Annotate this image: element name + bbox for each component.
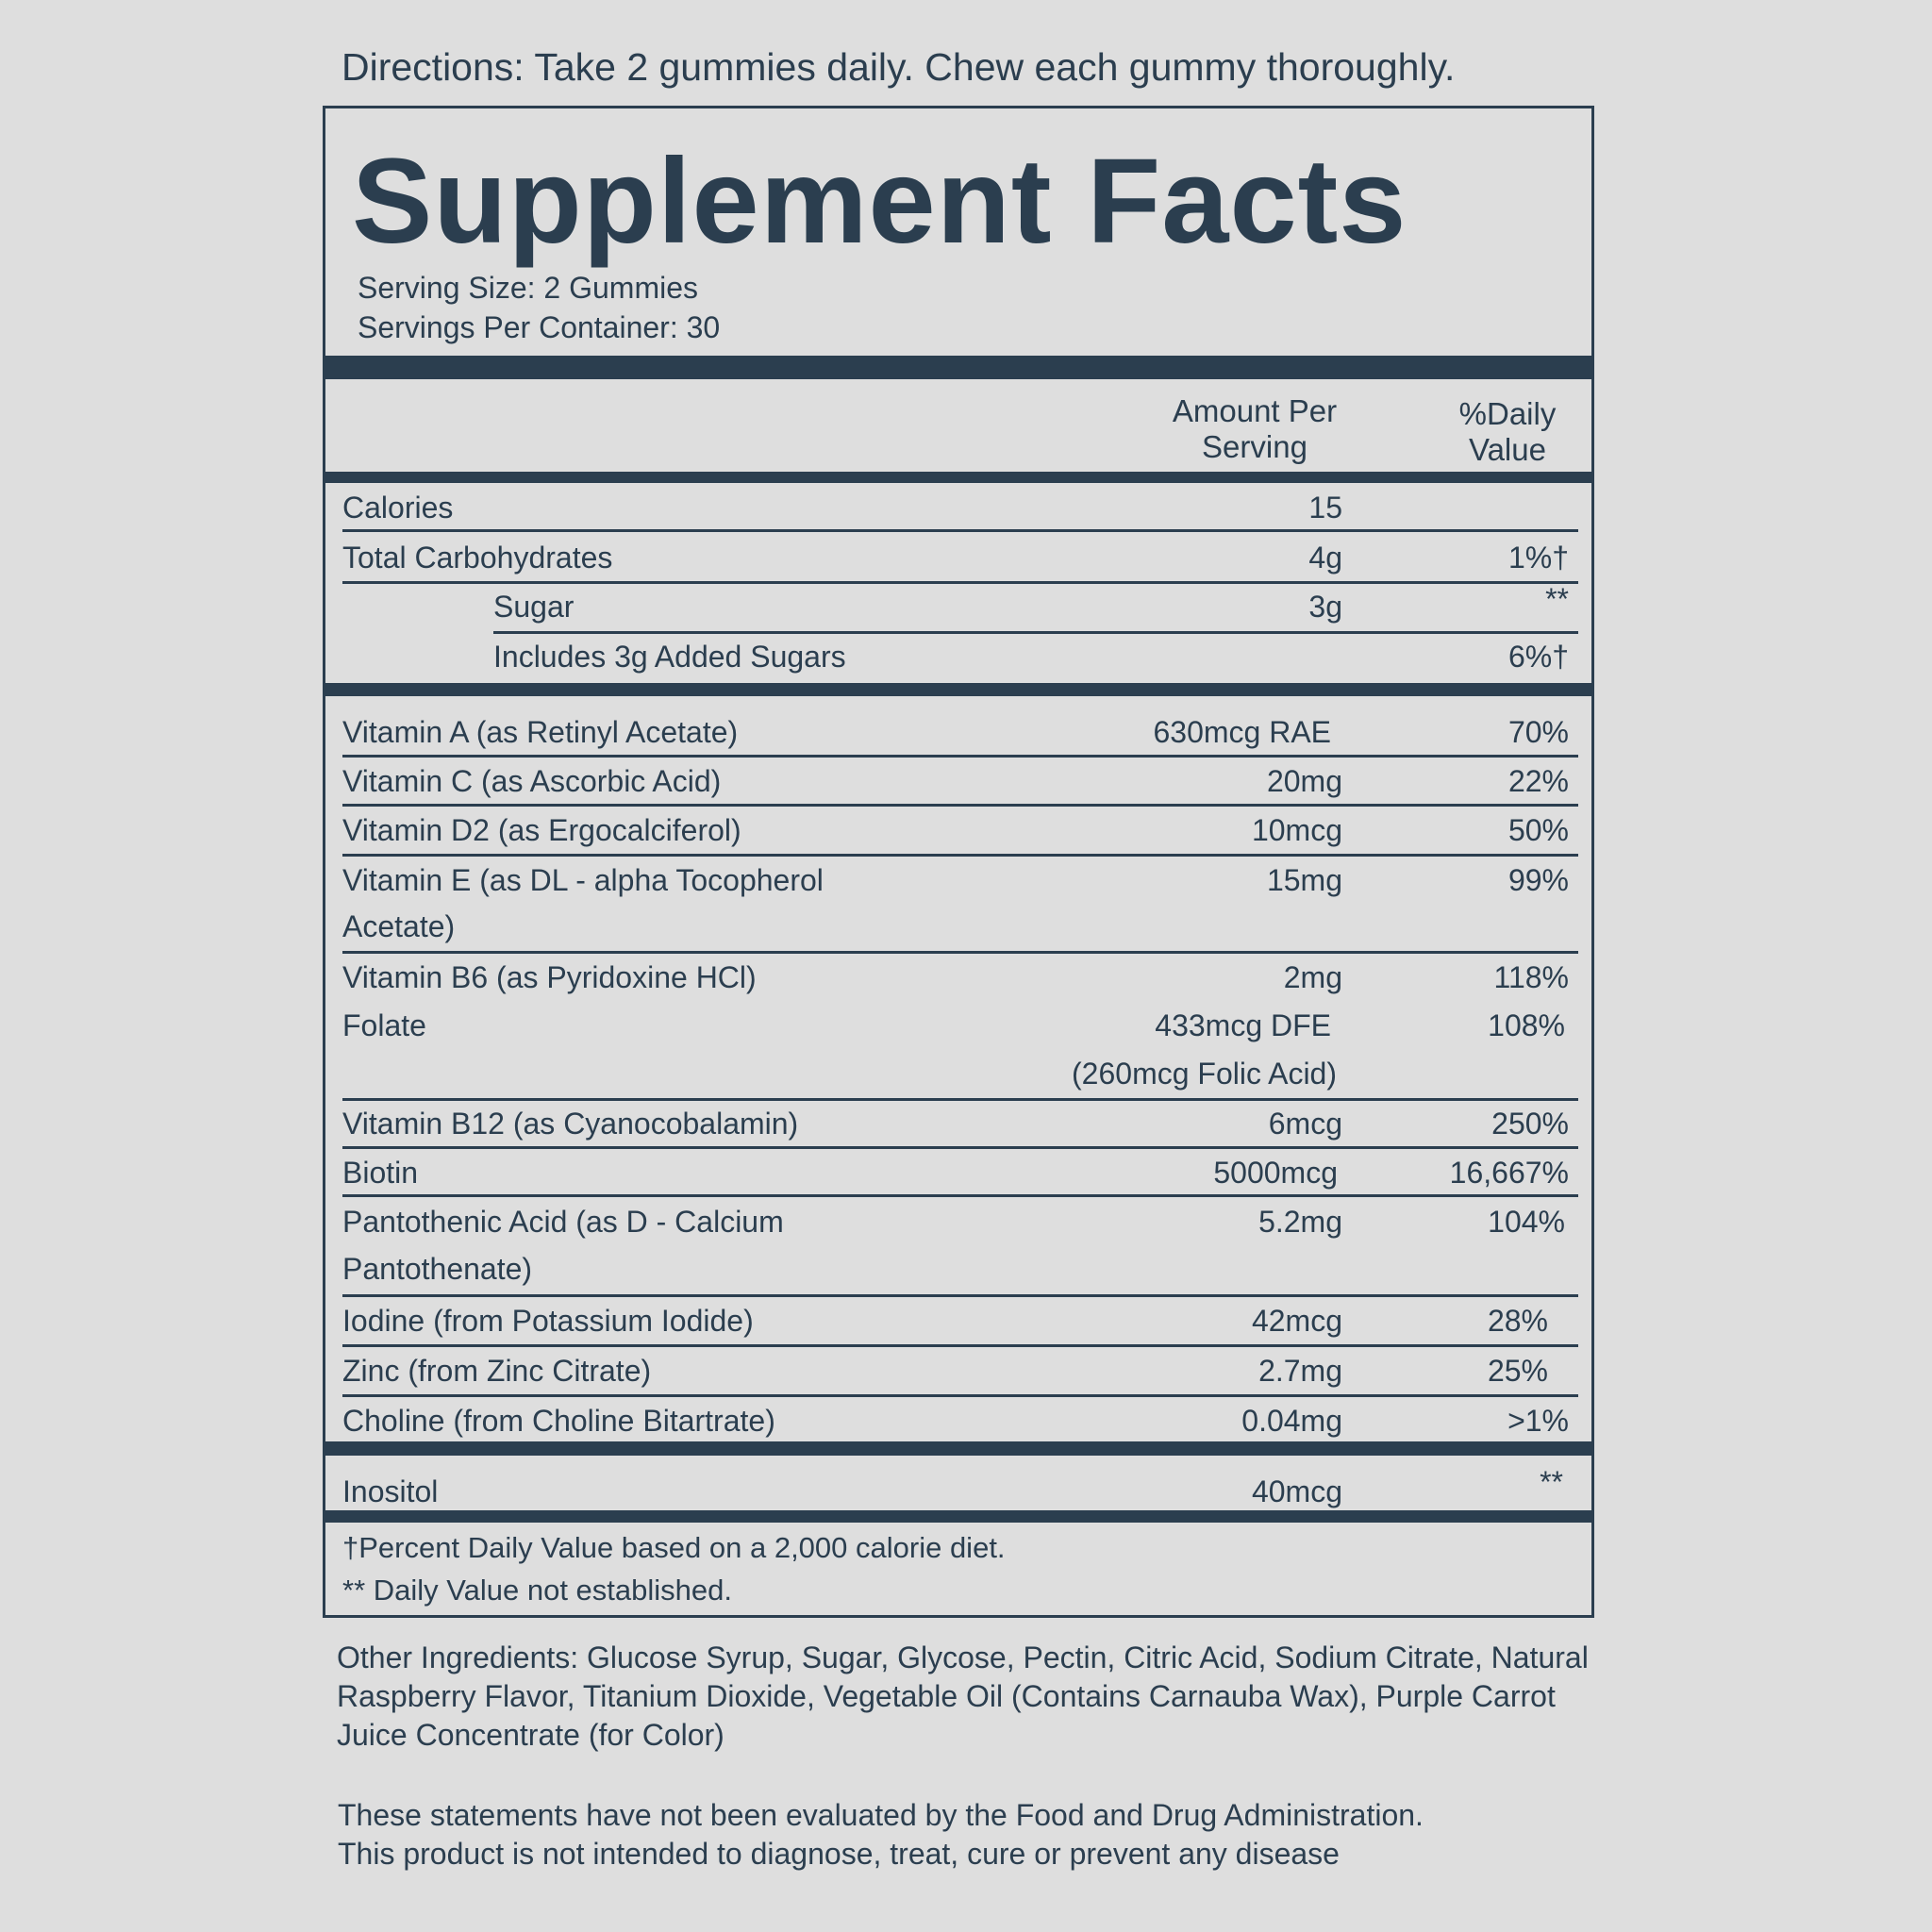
- thick-divider: [325, 356, 1591, 379]
- nutrient-row-inositol: Inositol 40mcg **: [342, 1465, 1563, 1508]
- nutrient-row-vitamin-e: Vitamin E (as DL - alpha Tocopherol Acetate) 15mg 99%: [342, 857, 1578, 955]
- medium-divider: [325, 683, 1591, 696]
- nutrient-row-calories: Calories 15: [342, 484, 1578, 533]
- serving-size: Serving Size: 2 Gummies: [358, 271, 699, 305]
- other-ingredients: Other Ingredients: Glucose Syrup, Sugar, Glycose, Pectin, Citric Acid, Sodium Citrate, Natural Raspberry Flavor, Titanium Dioxide, Vegetable Oil (Contains Carnauba Wax), Purple Carrot Juice Concentrate (for Color): [337, 1641, 1589, 1752]
- nutrient-row-vitamin-c: Vitamin C (as Ascorbic Acid) 20mg 22%: [342, 758, 1578, 807]
- nutrient-row-vitamin-d2: Vitamin D2 (as Ergocalciferol) 10mcg 50%: [342, 807, 1578, 856]
- nutrient-row-pantothenic-acid: Pantothenic Acid (as D - Calcium Pantothenate) 5.2mg 104%: [342, 1198, 1578, 1296]
- nutrient-row-sugar: Sugar 3g **: [493, 583, 1578, 632]
- nutrient-row-vitamin-a: Vitamin A (as Retinyl Acetate) 630mcg RAE 70%: [342, 708, 1578, 758]
- medium-divider: [325, 1510, 1591, 1523]
- nutrient-row-total-carbohydrates: Total Carbohydrates 4g 1%†: [342, 534, 1578, 583]
- nutrient-row-zinc: Zinc (from Zinc Citrate) 2.7mg 25%: [342, 1347, 1578, 1396]
- nutrient-row-choline: Choline (from Choline Bitartrate) 0.04mg >1%: [342, 1404, 1569, 1438]
- nutrient-row-biotin: Biotin 5000mcg 16,667%: [342, 1149, 1578, 1198]
- nutrient-row-folate: Folate 433mcg DFE (260mcg Folic Acid) 108%: [342, 1002, 1578, 1100]
- fda-disclaimer: [338, 1796, 1630, 1874]
- servings-per-container: Servings Per Container: 30: [358, 310, 721, 344]
- footnote-not-established: ** Daily Value not established.: [342, 1574, 733, 1607]
- panel-title: Supplement Facts: [352, 134, 1407, 269]
- medium-divider: [325, 472, 1591, 483]
- fda-disclaimer-line2: This product is not intended to diagnose, treat, cure or prevent any disease: [338, 1837, 1340, 1871]
- daily-value-header: %Daily Value: [1458, 396, 1557, 467]
- nutrient-row-vitamin-b6: Vitamin B6 (as Pyridoxine HCl) 2mg 118%: [342, 960, 1569, 994]
- nutrient-row-iodine: Iodine (from Potassium Iodide) 42mcg 28%: [342, 1297, 1578, 1346]
- directions-text: Directions: Take 2 gummies daily. Chew each gummy thoroughly.: [341, 45, 1456, 89]
- footnote-daily-value: †Percent Daily Value based on a 2,000 calorie diet.: [342, 1531, 1006, 1564]
- fda-disclaimer-line1: These statements have not been evaluated by the Food and Drug Administration.: [338, 1798, 1424, 1832]
- nutrient-row-vitamin-b12: Vitamin B12 (as Cyanocobalamin) 6mcg 250%: [342, 1100, 1578, 1149]
- nutrient-row-added-sugars: Includes 3g Added Sugars 6%†: [493, 640, 1569, 674]
- medium-divider: [325, 1441, 1591, 1456]
- amount-per-serving-header: Amount Per Serving: [1172, 393, 1338, 464]
- supplement-facts-panel: [323, 106, 1594, 1618]
